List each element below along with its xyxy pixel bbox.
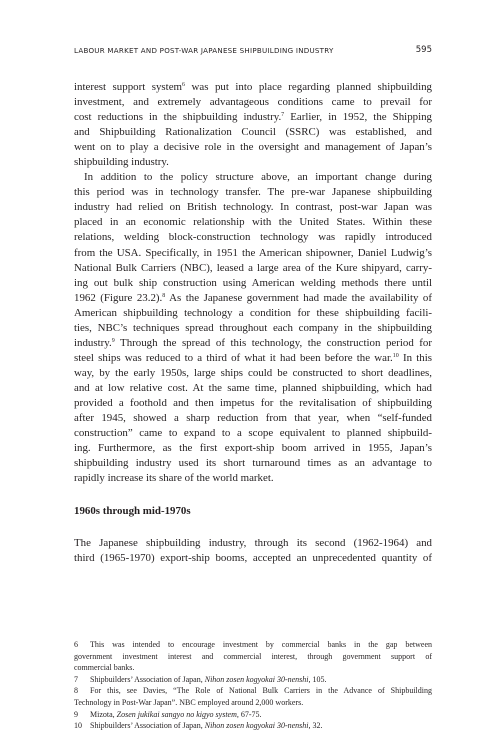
text-line: interest support system$^6$ was put into place regarding planned shipbuilding [74,81,432,93]
section-heading: 1960s through mid-1970s [74,505,191,517]
footnote-10: 10 Shipbuilders’ Association of Japan, Nihon zosen kogyokai 30-nenshi, 32. [74,721,323,731]
text-line: American shipbuilding technology a condition for these shipbuilding facili- [74,306,432,319]
footnote-number: 10 [74,721,82,731]
footnote-line: government investment interest and commercial interest, through government support of [74,651,432,661]
text-line: this period was in technology transfer. The pre-war Japanese shipbuilding [74,186,432,199]
footnote-ref-9[interactable]: 9 [111,337,115,344]
footnote-ref-7[interactable]: 7 [281,112,285,119]
citation-title: Nihon zosen kogyokai 30-nenshi [204,721,309,731]
text-line: National Bulk Carriers (NBC), leased a large area of the Kure shipyard, carry- [74,261,432,274]
footnote-6 [74,639,432,674]
text-line: ing. Furthermore, as the first export-ship boom arrived in 1955, Japan’s [74,442,432,455]
footnote-number: 9 [74,709,78,719]
paragraph-3 [74,536,432,566]
text-line: way, by the early 1950s, large ships could be constructed to short deadlines, [74,366,432,379]
footnote-ref-10[interactable]: 10 [392,352,399,359]
text-line: In addition to the policy structure above, an important change during [84,171,432,184]
text-line: 1962 (Figure 23.2).$^8$ As the Japanese government had made the availability of [74,291,432,304]
text-line: investment, and extremely advantageous conditions came to prevail for [74,96,432,109]
footnote-number: 8 [74,686,78,696]
text-line: shipbuilding industry. [74,156,169,169]
text-line: from the USA. Specifically, in 1951 the American shipowner, Daniel Ludwig’s [74,246,432,259]
text-line: construction” came to expand to a scope equivalent to planned shipbuild- [74,427,432,440]
footnote-line: Technology in Post-War Japan”. NBC employed around 2,000 workers. [74,697,304,707]
text-line: industry.$^9$ Through the spread of this technology, the construction period for [74,336,432,349]
footnotes [74,639,432,732]
footnote-line: This was intended to encourage investment by commercial banks in the gap between [90,640,432,649]
footnote-8 [74,685,432,708]
footnote-line: commercial banks. [74,663,135,673]
citation-title: Zosen jukikai sangyo no kigyo system [116,709,237,719]
text-line: cost reductions in the shipbuilding industry.$^7$ Earlier, in 1952, the Shipping [74,111,433,124]
text-line: and Shipbuilding Rationalization Council (SSRC) was established, and [74,126,432,139]
footnote-number: 7 [74,674,78,684]
footnote-7: 7 Shipbuilders’ Association of Japan, Nihon zosen kogyokai 30-nenshi, 105. [74,674,327,684]
text-line: The Japanese shipbuilding industry, through its second (1962-1964) and [74,537,432,549]
text-line: ing out bulk ship construction using American welding methods there until [74,276,432,289]
footnote-ref-6[interactable]: 6 [182,82,185,88]
text-line: went on to play a decisive role in the oversight and management of Japan’s [74,141,432,154]
footnote-ref-8[interactable]: 8 [162,292,166,299]
text-line: shipbuilding industry used its short turnaround times as an advantage to [74,457,432,470]
footnote-number: 6 [74,640,78,649]
footnote-line: For this, see Davies, “The Role of National Bulk Carriers in the Advance of Shipbuilding [90,686,432,696]
page-number: 595 [415,45,432,55]
text-line: steel ships was reduced to a third of what it had been before the war.$^{10}$ In this [74,351,432,364]
main-text [74,80,432,486]
text-line: third (1965-1970) export-ship booms, accepted an unprecedented quantity of [74,552,432,565]
paragraph-2 [74,170,432,486]
running-title: LABOUR MARKET AND POST-WAR JAPANESE SHIPBUILDING INDUSTRY [74,46,334,55]
paragraph-1 [74,80,432,170]
text-line: ties, NBC’s techniques spread throughout each company in the shipbuilding [74,321,432,334]
footnote-9: 9 Mizota, Zosen jukikai sangyo no kigyo system, 67-75. [74,709,262,719]
text-line: rapidly increase its share of the world market. [74,472,274,485]
citation-title: Nihon zosen kogyokai 30-nenshi [204,674,309,684]
text-line: placed in an economic relationship with the United States. Within these [74,216,432,229]
text-line: industry had relied on British technology. In contrast, post-war Japan was [74,201,432,214]
text-line: after 1945, showed a sharp reduction from that year, when “self-funded [74,412,432,425]
text-line: provided a foothold and then impetus for the revitalisation of shipbuilding [74,396,432,409]
text-line: relations, welding block-construction technology was rapidly introduced [74,231,432,244]
text-line: and at low relative cost. At the same time, planned shipbuilding, which had [74,381,432,394]
